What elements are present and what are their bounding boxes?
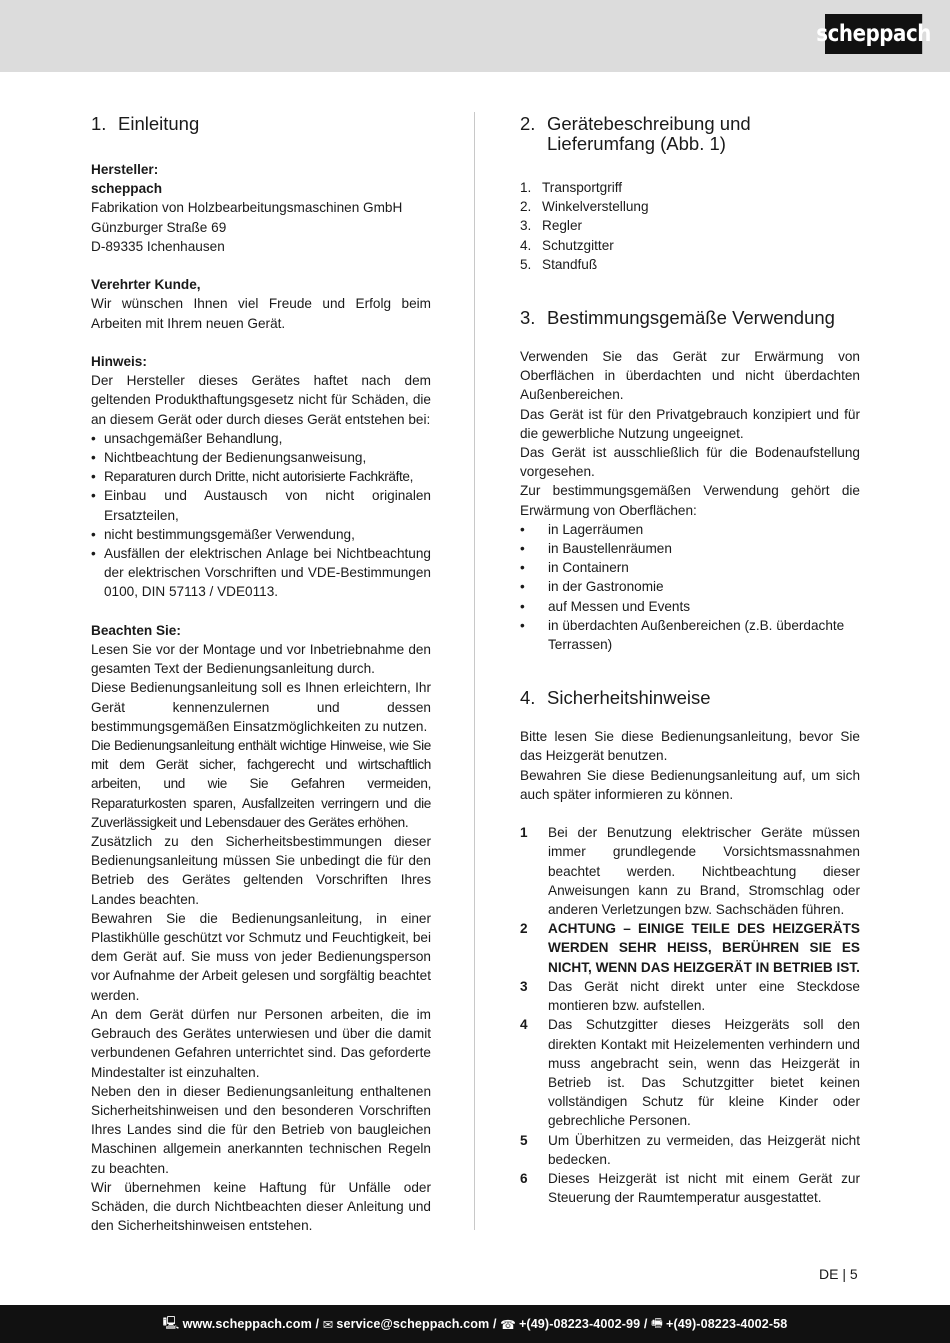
section-1-heading: 1. Einleitung [91, 113, 200, 134]
computer-icon: 🖳 [162, 1315, 180, 1330]
list-item: • in Baustellenräumen [520, 539, 860, 558]
hinweis-label: Hinweis: [91, 354, 147, 369]
right-column [520, 114, 860, 1207]
hersteller-label: Hersteller: [91, 162, 159, 177]
list-item: 3 Das Gerät nicht direkt unter eine Steckdose montieren bzw. aufstellen. [520, 978, 860, 1014]
list-item: 2 ACHTUNG – EINIGE TEILE DES HEIZGERÄTS WERDEN SEHR HEISS, BERÜHREN SIE ES NICHT, WENN DAS HEIZGERÄT IN BETRIEB IST. [520, 921, 860, 975]
kunde-text: Wir wünschen Ihnen viel Freude und Erfolg beim Arbeiten mit Ihrem neuen Gerät. [91, 296, 431, 331]
page-number: DE | 5 [819, 1266, 858, 1282]
fax-icon: 🖷 [651, 1315, 664, 1330]
list-item: • nicht bestimmungsgemäßer Verwendung, [91, 525, 431, 544]
list-item: 3. Regler [520, 218, 583, 234]
list-item: 5 Um Überhitzen zu vermeiden, das Heizgerät nicht bedecken. [520, 1132, 860, 1167]
list-item: • in überdachten Außenbereichen (z.B. überdachte Terrassen) [520, 616, 860, 654]
list-item: • in Lagerräumen [520, 520, 860, 539]
beachten-paragraph: Lesen Sie vor der Montage und vor Inbetriebnahme den gesamten Text der Bedienungsanleitung durch. [91, 642, 431, 677]
beachten-paragraph: Diese Bedienungsanleitung soll es Ihnen erleichtern, Ihr Gerät kennenzulernen und dessen bestimmungsgemäßen Einsatzmöglichkeiten zu nutzen. [91, 680, 431, 734]
left-column [91, 114, 431, 1235]
list-item: 4. Schutzgitter [520, 237, 614, 253]
company-name: scheppach [91, 181, 163, 197]
footer-website-link[interactable]: www.scheppach.com / [182, 1317, 320, 1331]
mail-icon: ✉ [322, 1317, 334, 1332]
section-4-heading: 4. Sicherheitshinweise [520, 687, 711, 709]
address-line: Fabrikation von Holzbearbeitungsmaschinen GmbH [91, 200, 403, 216]
list-item: • in Containern [520, 558, 860, 577]
section-3-heading: 3. Bestimmungsgemäße Verwendung [520, 307, 835, 329]
beachten-paragraph: Neben den in dieser Bedienungsanleitung enthaltenen Sicherheitshinweisen und den besonderen Vorschriften Ihres Landes sind die für den Betrieb von baugleichen Maschinen allgemein anerkannten technischen Regeln zu beachten. [91, 1083, 431, 1176]
list-item: 4 Das Schutzgitter dieses Heizgeräts soll den direkten Kontakt mit Heizelementen verhindern und muss angebracht sein, wenn das Heizgerät in Betrieb ist. Das Schutzgitter bietet keinen vollständigen Schutz für kleine Kinder oder gebrechliche Personen. [520, 1017, 860, 1129]
usage-paragraph: Das Gerät ist ausschließlich für die Bodenaufstellung vorgesehen. [520, 445, 860, 480]
usage-paragraph: Das Gerät ist für den Privatgebrauch konzipiert und für die gewerbliche Nutzung ungeeignet. [520, 406, 860, 441]
hinweis-text: Der Hersteller dieses Gerätes haftet nach dem geltenden Produkthaftungsgesetz nicht für Schäden, die an diesem Gerät oder durch dieses Gerät entstehen bei: [91, 373, 431, 427]
list-item: • Einbau und Austausch von nicht originalen Ersatzteilen, [91, 486, 431, 524]
kunde-label: Verehrter Kunde, [91, 277, 201, 293]
parts-list [520, 178, 860, 274]
list-item: 1 Bei der Benutzung elektrischer Geräte müssen immer grundlegende Vorsichtsmassnahmen beachtet werden. Nichtbeachtung dieser Anweisungen kann zu Brand, Stromschlag oder anderen Verletzungen bzw. Sachschäden führen. [520, 825, 860, 918]
usage-list [520, 520, 860, 654]
address-line: D-89335 Ichenhausen [91, 238, 225, 254]
safety-intro: Bewahren Sie diese Bedienungsanleitung auf, um sich auch später informieren zu können. [520, 767, 860, 802]
list-item: • Nichtbeachtung der Bedienungsanweisung, [91, 448, 431, 467]
footer-phone: +(49)-08223-4002-99 / [518, 1317, 648, 1331]
header-band [0, 0, 950, 72]
list-item: • Ausfällen der elektrischen Anlage bei Nichtbeachtung der elektrischen Vorschriften und VDE-Bestimmungen 0100, DIN 57113 / VDE0113. [91, 544, 431, 602]
list-item: 2. Winkelverstellung [520, 199, 649, 215]
beachten-paragraph: An dem Gerät dürfen nur Personen arbeiten, die im Gebrauch des Gerätes unterwiesen und über die damit verbundenen Gefahren unterrichtet sind. Das geforderte Mindestalter ist einzuhalten. [91, 1006, 431, 1080]
hinweis-list [91, 429, 431, 602]
safety-intro: Bitte lesen Sie diese Bedienungsanleitung, bevor Sie das Heizgerät benutzen. [520, 729, 860, 764]
beachten-paragraph: Die Bedienungsanleitung enthält wichtige Hinweise, wie Sie mit dem Gerät sicher, fachgerecht und wirtschaftlich arbeiten, und wie Sie Gefahren vermeiden, Reparaturkosten sparen, Ausfallzeiten verringern und die Zuverlässigkeit und Lebensdauer des Gerätes erhöhen. [91, 738, 431, 830]
footer-email-link[interactable]: service@scheppach.com / [336, 1317, 497, 1331]
usage-paragraph: Zur bestimmungsgemäßen Verwendung gehört die Erwärmung von Oberflächen: [520, 483, 860, 518]
footer-fax: +(49)-08223-4002-58 [666, 1317, 788, 1331]
list-item: 1. Transportgriff [520, 180, 623, 195]
phone-icon: ☎ [500, 1317, 516, 1332]
safety-list [520, 823, 860, 1207]
beachten-paragraph: Bewahren Sie die Bedienungsanleitung, in einer Plastikhülle geschützt vor Schmutz und Feuchtigkeit, bei dem Gerät auf. Sie muss von jeder Bedienungsperson vor Aufnahme der Arbeit gelesen und sorgfältig beachtet werden. [91, 910, 431, 1003]
list-item: 6 Dieses Heizgerät ist nicht mit einem Gerät zur Steuerung der Raumtemperatur ausgestattet. [520, 1170, 860, 1206]
footer-bar [0, 1305, 950, 1343]
section-2-heading: 2. Gerätebeschreibung und Lieferumfang (Abb. 1) [520, 113, 751, 154]
usage-paragraph: Verwenden Sie das Gerät zur Erwärmung von Oberflächen in überdachten und nicht überdachten Außenbereichen. [520, 349, 860, 403]
beachten-label: Beachten Sie: [91, 622, 181, 638]
list-item: • Reparaturen durch Dritte, nicht autorisierte Fachkräfte, [91, 467, 431, 486]
scheppach-logo: scheppach [825, 14, 922, 54]
list-item: 5. Standfuß [520, 256, 598, 272]
list-item: • in der Gastronomie [520, 577, 860, 596]
list-item: • unsachgemäßer Behandlung, [91, 429, 431, 448]
column-divider [474, 112, 475, 1230]
beachten-paragraph: Wir übernehmen keine Haftung für Unfälle oder Schäden, die durch Nichtbeachten dieser Anleitung und den Sicherheitshinweisen entstehen. [91, 1179, 431, 1234]
list-item: • auf Messen und Events [520, 597, 860, 616]
beachten-paragraph: Zusätzlich zu den Sicherheitsbestimmungen dieser Bedienungsanleitung müssen Sie unbedingt die für den Betrieb des Gerätes geltenden Vorschriften Ihres Landes beachten. [91, 834, 431, 907]
address-line: Günzburger Straße 69 [91, 219, 227, 235]
